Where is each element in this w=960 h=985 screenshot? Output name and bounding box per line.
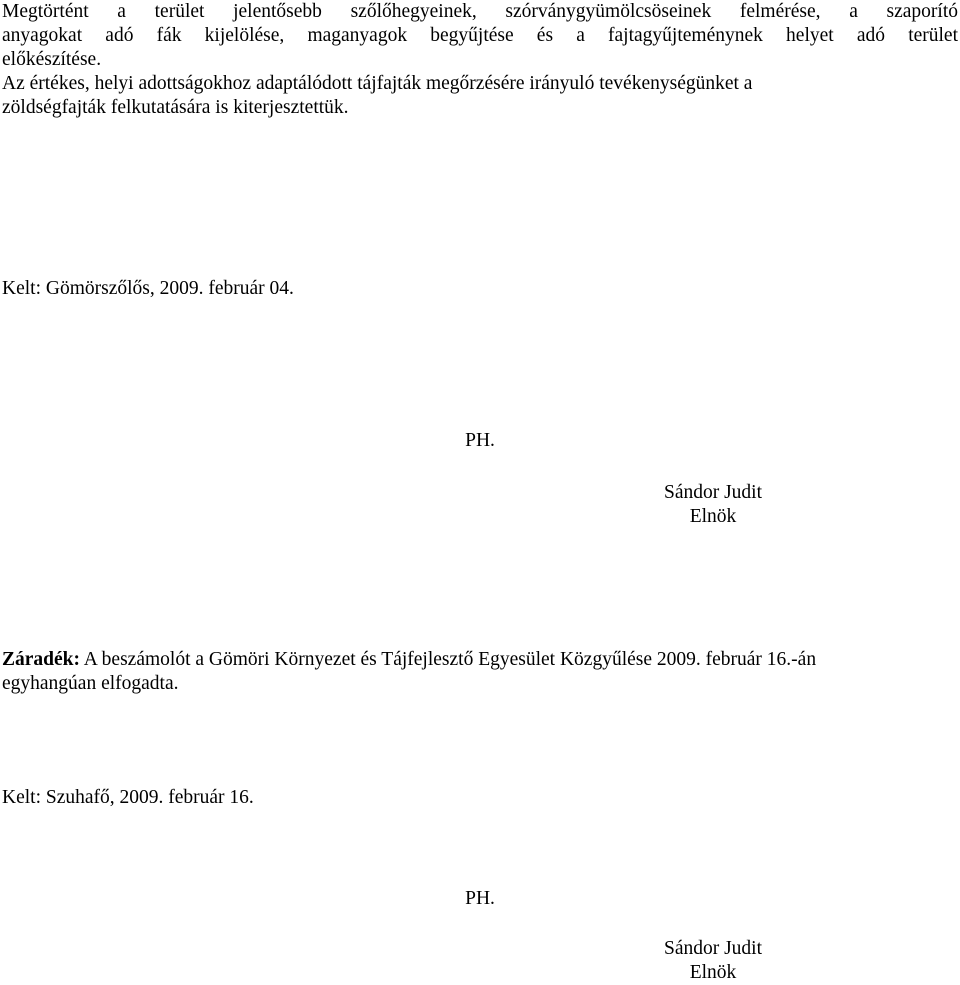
stamp-placeholder xyxy=(440,429,520,453)
paragraph-line: előkészítése. xyxy=(2,49,102,70)
signer-name: Sándor Judit xyxy=(663,938,763,959)
paragraph-survey xyxy=(2,0,958,72)
stamp-text: PH. xyxy=(465,888,495,909)
date-text: Kelt: Gömörszőlős, 2009. február 04. xyxy=(2,278,294,299)
signature-block xyxy=(607,481,819,529)
clause-text: A beszámolót a Gömöri Környezet és Tájfejlesztő Egyesület Közgyűlése 2009. február 16.-án xyxy=(80,649,817,670)
paragraph-line: Megtörtént a terület jelentősebb szőlőhegyeinek, szórványgyümölcsöseinek felmérése, a szaporító xyxy=(2,1,958,22)
clause-label: Záradék: xyxy=(2,649,80,670)
clause-text-continued: egyhangúan elfogadta. xyxy=(2,673,179,694)
signature-block xyxy=(607,937,819,985)
signer-name: Sándor Judit xyxy=(663,482,763,503)
date-line-szuhafo xyxy=(2,786,958,810)
paragraph-line: Az értékes, helyi adottságokhoz adaptálódott tájfajták megőrzésére irányuló tevékenységünket a xyxy=(2,73,753,94)
paragraph-line: zöldségfajták felkutatására is kiterjesztettük. xyxy=(2,97,349,118)
date-line-gomorszolos xyxy=(2,277,958,301)
date-text: Kelt: Szuhafő, 2009. február 16. xyxy=(2,787,254,808)
paragraph-line: anyagokat adó fák kijelölése, maganyagok begyűjtése és a fajtagyűjteménynek helyet adó terület xyxy=(2,25,958,46)
paragraph-varieties xyxy=(2,72,958,120)
stamp-placeholder xyxy=(440,887,520,911)
stamp-text: PH. xyxy=(465,430,495,451)
signer-title: Elnök xyxy=(689,962,737,983)
clause-paragraph xyxy=(2,648,958,696)
signer-title: Elnök xyxy=(689,506,737,527)
